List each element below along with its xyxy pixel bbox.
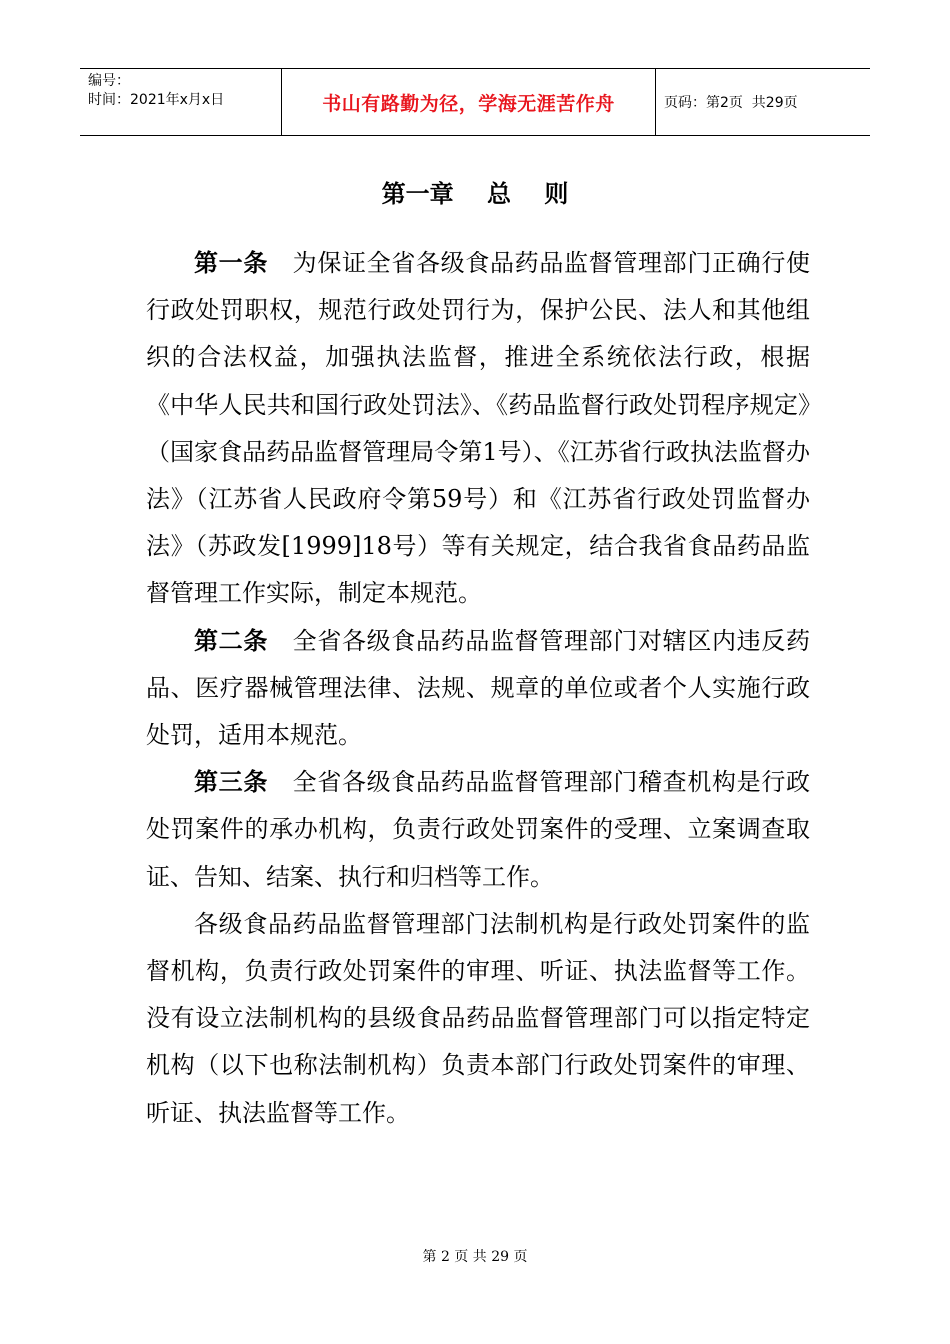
article-text: 全省各级食品药品监督管理部门稽查机构是行政处罚案件的承办机构，负责行政处罚案件的受理、立案调查取证、告知、结案、执行和归档等工作。 xyxy=(146,768,811,891)
article-number: 第一条 xyxy=(194,249,268,277)
article-text: 为保证全省各级食品药品监督管理部门正确行使行政处罚职权，规范行政处罚行为，保护公民、法人和其他组织的合法权益，加强执法监督，推进全系统依法行政，根据《中华人民共和国行政处罚法》、《药品监督行政处罚程序规定》（国家食品药品监督管理局令第1号）、《江苏省行政执法监督办法》（江苏省人民政府令第59号）和《江苏省行政处罚监督办法》（苏政发[1999]18号）等有关规定，结合我省食品药品监督管理工作实际，制定本规范。 xyxy=(146,249,811,608)
article-paragraph xyxy=(146,759,810,901)
body-paragraph xyxy=(146,901,810,1137)
number-label: 编号： xyxy=(88,73,130,89)
page-footer: 第 2 页 共 29 页 xyxy=(422,1249,528,1265)
time-label: 时间：2021年x月x日 xyxy=(88,92,225,108)
article-number: 第二条 xyxy=(194,626,268,655)
header-meta-cell xyxy=(80,69,282,135)
paragraph-text: 各级食品药品监督管理部门法制机构是行政处罚案件的监督机构，负责行政处罚案件的审理、听证、执法监督等工作。没有设立法制机构的县级食品药品监督管理部门可以指定特定机构（以下也称法制机构）负责本部门行政处罚案件的审理、听证、执法监督等工作。 xyxy=(146,909,810,1127)
article-paragraph xyxy=(146,618,810,760)
document-body xyxy=(146,240,810,1137)
article-number: 第三条 xyxy=(194,768,268,797)
chapter-title: 第一章 总 则 xyxy=(381,180,569,208)
header-motto: 书山有路勤为径，学海无涯苦作舟 xyxy=(282,69,656,135)
header-table xyxy=(80,68,870,136)
header-page-info: 页码：第2页 共29页 xyxy=(664,95,798,111)
article-text: 全省各级食品药品监督管理部门对辖区内违反药品、医疗器械管理法律、法规、规章的单位或者个人实施行政处罚，适用本规范。 xyxy=(146,626,811,750)
article-paragraph xyxy=(146,240,810,618)
